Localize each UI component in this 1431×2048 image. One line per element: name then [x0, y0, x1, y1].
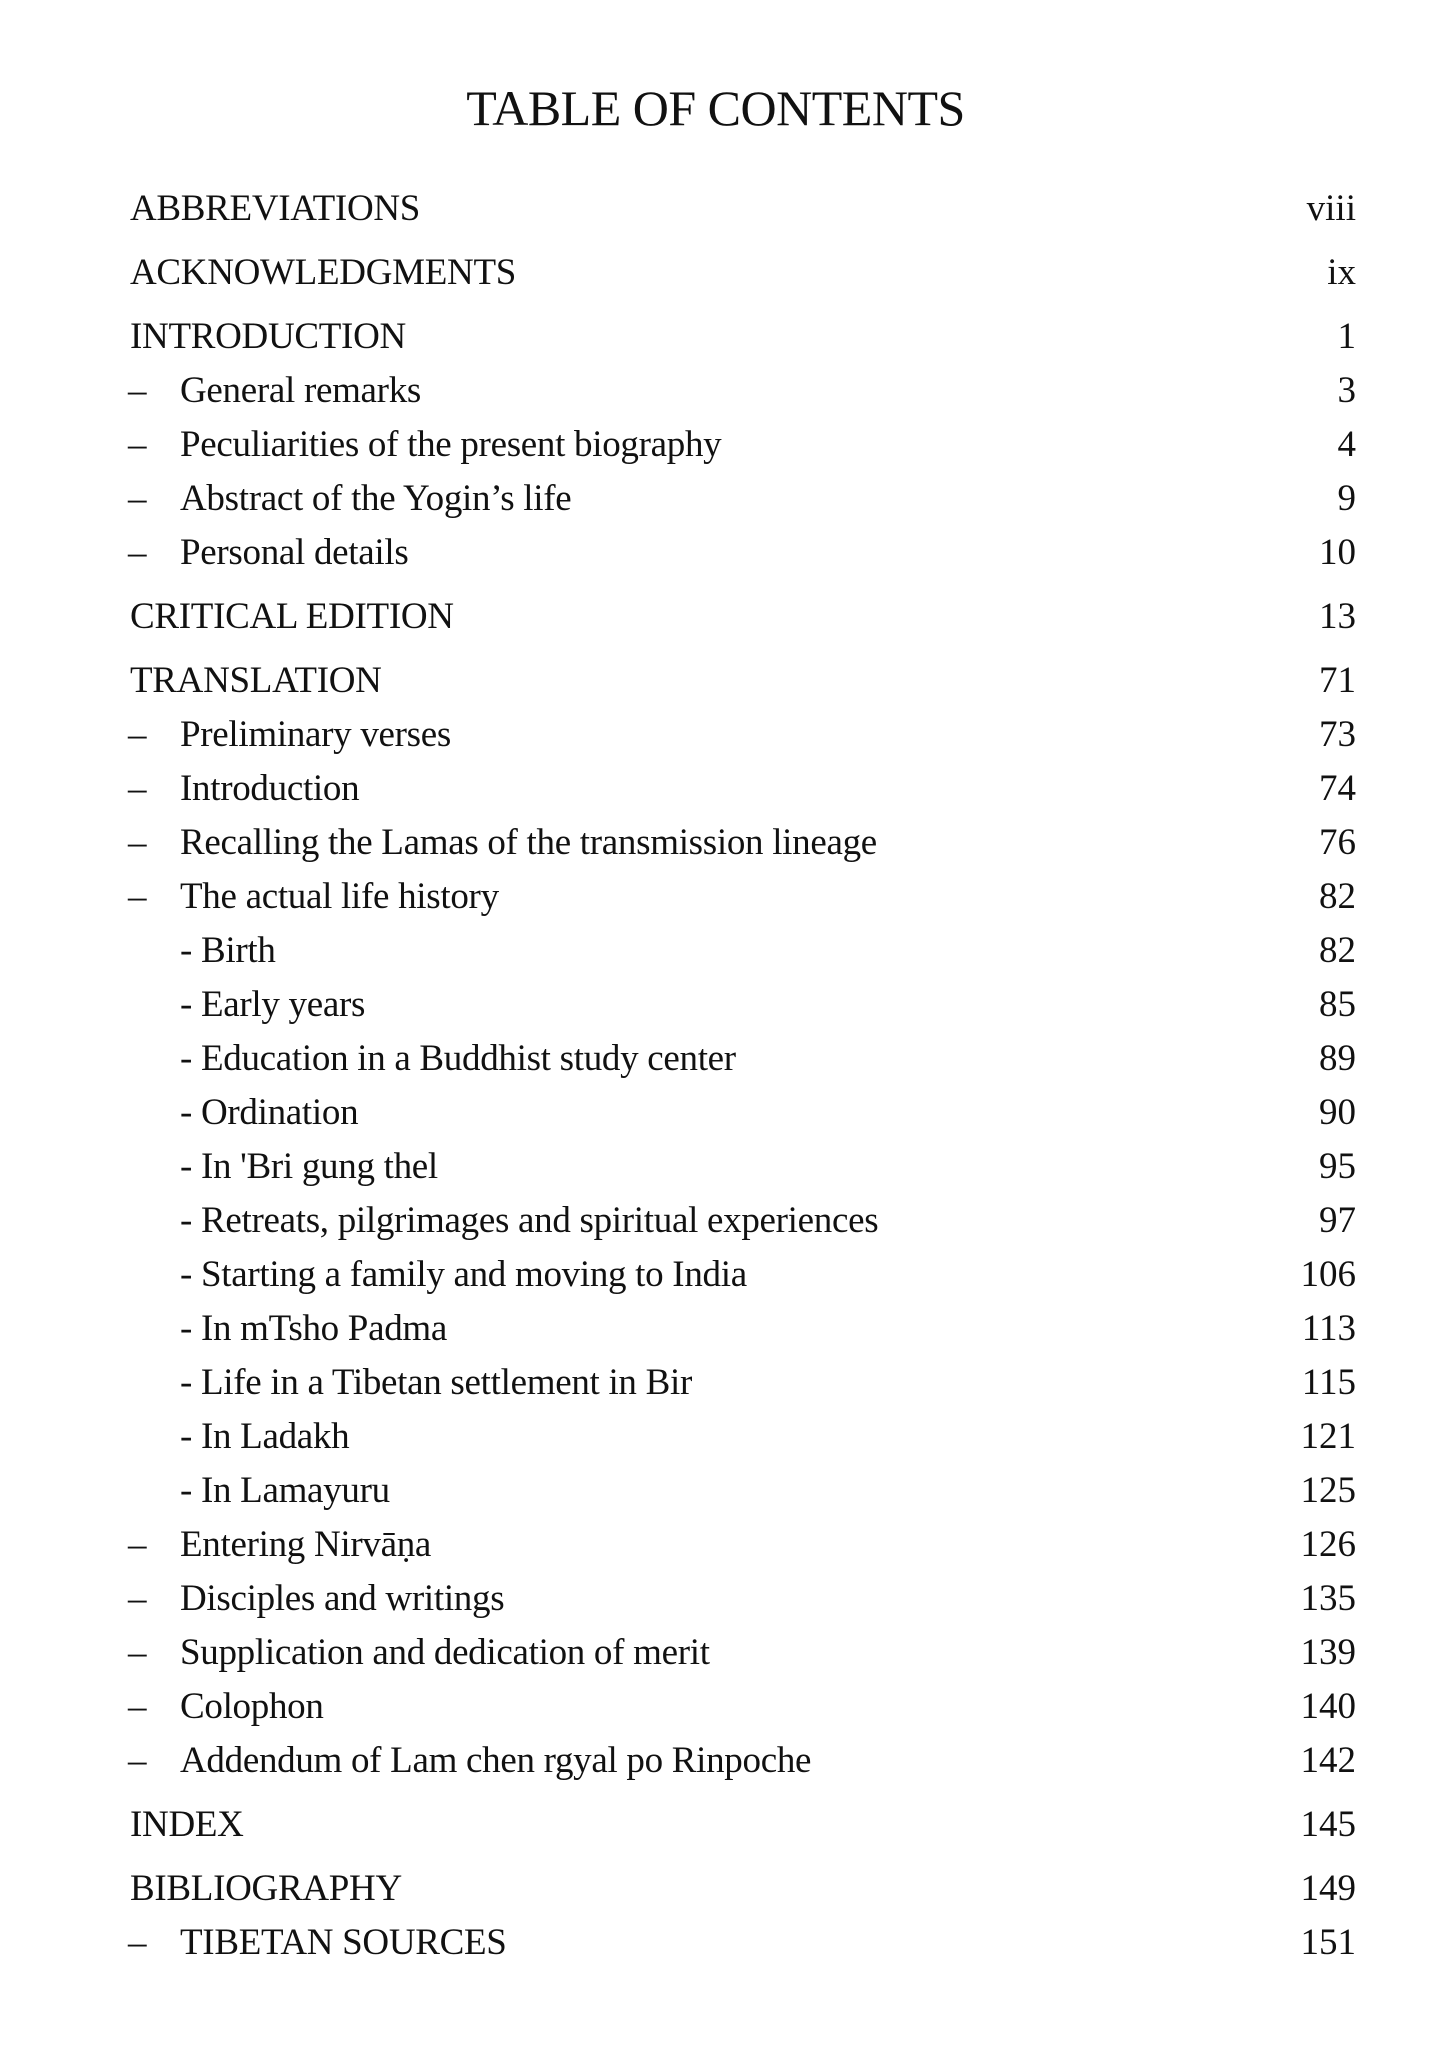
toc-entry-marker: –: [128, 1578, 147, 1619]
toc-entry-label: - In 'Bri gung thel: [180, 1146, 438, 1187]
toc-entry: [0, 1306, 1431, 1352]
toc-entry-marker: –: [128, 424, 147, 465]
toc-entry: [0, 476, 1431, 522]
toc-entry: [0, 1252, 1431, 1298]
toc-entry-label: The actual life history: [180, 876, 499, 917]
toc-entry-label: - In Lamayuru: [180, 1470, 390, 1511]
toc-entry-marker: –: [128, 1686, 147, 1727]
toc-entry: [0, 1684, 1431, 1730]
toc-entry: [0, 928, 1431, 974]
toc-entry-label: Preliminary verses: [180, 714, 451, 755]
toc-entry-label: General remarks: [180, 370, 422, 411]
toc-entry-page: 149: [1300, 1868, 1356, 1909]
toc-entry-label: - Birth: [180, 930, 276, 971]
toc-entry-label: Supplication and dedication of merit: [180, 1632, 710, 1673]
toc-entry: [0, 1802, 1431, 1848]
toc-entry: [0, 1090, 1431, 1136]
toc-entry-page: 135: [1300, 1578, 1356, 1619]
toc-entry-page: 74: [1319, 768, 1356, 809]
toc-entry-label: - In Ladakh: [180, 1416, 350, 1457]
toc-entry: [0, 874, 1431, 920]
toc-entry: [0, 1468, 1431, 1514]
toc-entry-marker: –: [128, 822, 147, 863]
toc-entry-label: - Ordination: [180, 1092, 359, 1133]
toc-entry-page: 71: [1319, 660, 1356, 701]
toc-entry: [0, 422, 1431, 468]
toc-entry: [0, 1866, 1431, 1912]
toc-entry: [0, 1522, 1431, 1568]
toc-entry-label: - Life in a Tibetan settlement in Bir: [180, 1362, 692, 1403]
toc-entry-marker: –: [128, 1922, 147, 1963]
toc-entry: [0, 1144, 1431, 1190]
toc-entry-label: - Starting a family and moving to India: [180, 1254, 747, 1295]
toc-entry-page: 121: [1300, 1416, 1356, 1457]
toc-entry: [0, 1630, 1431, 1676]
toc-entry-marker: –: [128, 1740, 147, 1781]
toc-entry-label: BIBLIOGRAPHY: [130, 1868, 402, 1909]
page-title: TABLE OF CONTENTS: [466, 80, 965, 136]
toc-entry: [0, 314, 1431, 360]
toc-entry-page: 1: [1337, 316, 1356, 357]
toc-entry: [0, 1198, 1431, 1244]
toc-entry: [0, 186, 1431, 232]
toc-entry-label: TRANSLATION: [130, 660, 382, 701]
toc-entry-page: viii: [1306, 188, 1356, 229]
toc-entry-page: 139: [1300, 1632, 1356, 1673]
toc-entry: [0, 1414, 1431, 1460]
toc-entry-marker: –: [128, 370, 147, 411]
toc-entry-label: TIBETAN SOURCES: [180, 1922, 507, 1963]
toc-entry-marker: –: [128, 1524, 147, 1565]
toc-entry: [0, 658, 1431, 704]
toc-entry-page: 151: [1300, 1922, 1356, 1963]
toc-entry-page: 85: [1319, 984, 1356, 1025]
toc-entry: [0, 1360, 1431, 1406]
toc-entry-marker: –: [128, 768, 147, 809]
toc-entry-page: ix: [1327, 252, 1356, 293]
toc-entry-marker: –: [128, 714, 147, 755]
toc-entry-page: 13: [1319, 596, 1356, 637]
toc-entry-page: 113: [1301, 1308, 1356, 1349]
toc-entry-label: - In mTsho Padma: [180, 1308, 447, 1349]
toc-entry: [0, 368, 1431, 414]
toc-entry-label: Entering Nirvāṇa: [180, 1524, 432, 1565]
toc-entry-page: 82: [1319, 930, 1356, 971]
toc-entry-label: Disciples and writings: [180, 1578, 505, 1619]
toc-entry-label: Personal details: [180, 532, 409, 573]
toc-entry-label: Addendum of Lam chen rgyal po Rinpoche: [180, 1740, 812, 1781]
toc-entry-label: Introduction: [180, 768, 360, 809]
toc-entry-page: 125: [1300, 1470, 1356, 1511]
toc-entry: [0, 1036, 1431, 1082]
toc-entry-label: INDEX: [130, 1804, 244, 1845]
toc-entry-page: 89: [1319, 1038, 1356, 1079]
toc-entry: [0, 1576, 1431, 1622]
toc-entry-label: - Education in a Buddhist study center: [180, 1038, 736, 1079]
toc-entry-page: 3: [1337, 370, 1356, 411]
toc-entry-page: 9: [1337, 478, 1356, 519]
toc-entry-label: Abstract of the Yogin’s life: [180, 478, 572, 519]
toc-entry-page: 142: [1300, 1740, 1356, 1781]
toc-entry: [0, 1920, 1431, 1966]
toc-entry-page: 76: [1319, 822, 1356, 863]
toc-entry: [0, 820, 1431, 866]
toc-entry-label: Colophon: [180, 1686, 324, 1727]
toc-entry-label: ABBREVIATIONS: [130, 188, 421, 229]
toc-entry-page: 106: [1300, 1254, 1356, 1295]
toc-entry-marker: –: [128, 532, 147, 573]
toc-entry-page: 90: [1319, 1092, 1356, 1133]
toc-entry-label: ACKNOWLEDGMENTS: [130, 252, 517, 293]
toc-entry-page: 95: [1319, 1146, 1356, 1187]
toc-entry: [0, 1738, 1431, 1784]
toc-entry: [0, 530, 1431, 576]
toc-entry-marker: –: [128, 876, 147, 917]
toc-entry-page: 145: [1300, 1804, 1356, 1845]
toc-entry-page: 126: [1300, 1524, 1356, 1565]
toc-entry-page: 4: [1337, 424, 1356, 465]
toc-entry-label: Peculiarities of the present biography: [180, 424, 722, 465]
toc-entry-label: - Early years: [180, 984, 366, 1025]
toc-entry: [0, 982, 1431, 1028]
toc-entry-marker: –: [128, 1632, 147, 1673]
toc-entry-page: 10: [1319, 532, 1356, 573]
toc-entry: [0, 250, 1431, 296]
toc-entry-page: 73: [1319, 714, 1356, 755]
toc-entry-page: 82: [1319, 876, 1356, 917]
toc-entry: [0, 712, 1431, 758]
toc-entry-marker: –: [128, 478, 147, 519]
toc-entry-label: INTRODUCTION: [130, 316, 406, 357]
toc-entry: [0, 594, 1431, 640]
toc-entry-page: 97: [1319, 1200, 1356, 1241]
toc-entry-page: 115: [1301, 1362, 1356, 1403]
toc-entry-page: 140: [1300, 1686, 1356, 1727]
toc-entry-label: Recalling the Lamas of the transmission lineage: [180, 822, 877, 863]
toc-entry-label: - Retreats, pilgrimages and spiritual experiences: [180, 1200, 879, 1241]
toc-entry: [0, 766, 1431, 812]
toc-entry-label: CRITICAL EDITION: [130, 596, 454, 637]
